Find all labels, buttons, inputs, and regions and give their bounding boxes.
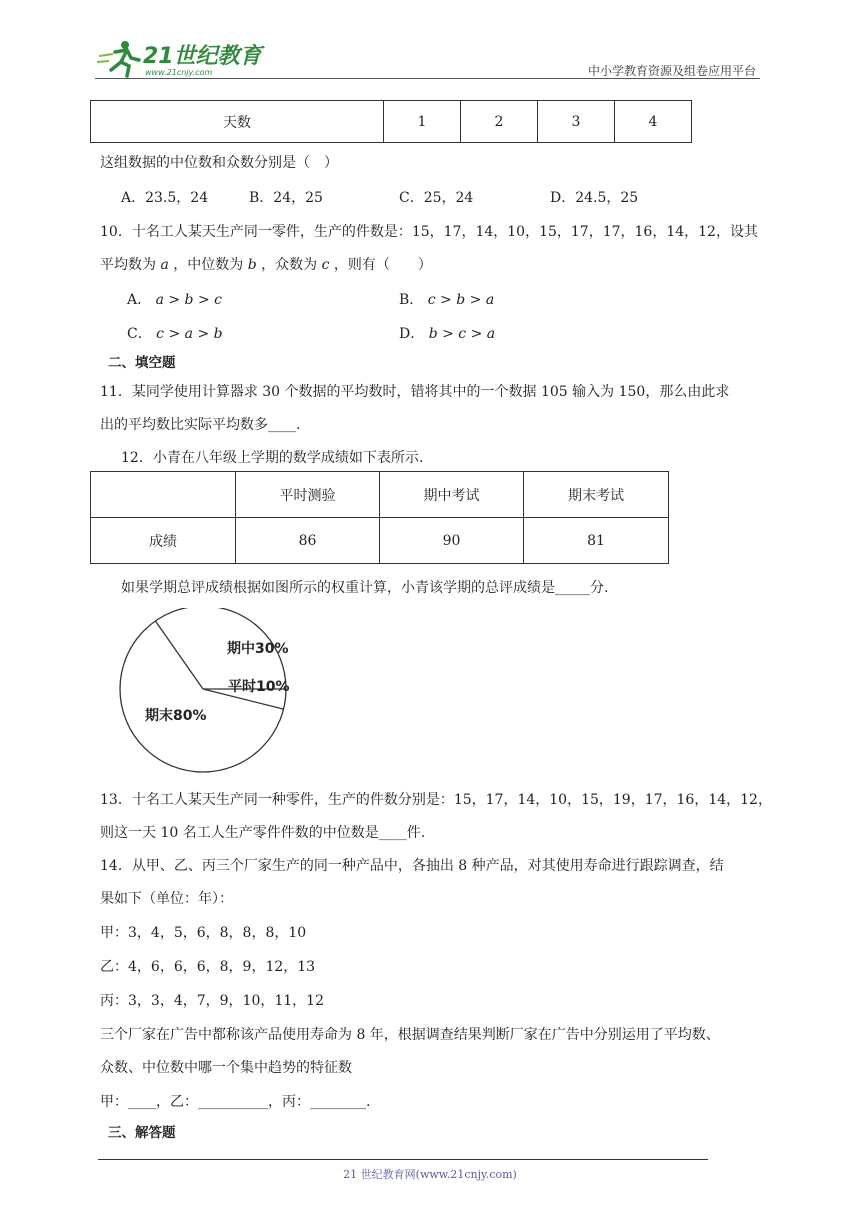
q14-line7: 众数、中位数中哪一个集中趋势的特征数 xyxy=(100,1060,352,1076)
q14-line2: 果如下（单位：年）： xyxy=(100,891,233,907)
weight-pie-chart xyxy=(115,608,300,778)
pie-slice-label: 期中30% xyxy=(227,641,289,657)
header-divider xyxy=(95,78,760,79)
q12-followup: 如果学期总评成绩根据如图所示的权重计算，小青该学期的总评成绩是_____分. xyxy=(121,580,609,596)
table-cell: 天数 xyxy=(91,101,384,143)
table-header-cell: 平时测验 xyxy=(236,472,380,518)
section-heading-fill-blank: 二、填空题 xyxy=(108,355,176,371)
q13-line1: 13．十名工人某天生产同一种零件，生产的件数分别是：15，17，14，10，15，19，17，16，14，12， xyxy=(100,792,772,808)
q14-yi: 乙：4，6，6，6，8，9，12，13 xyxy=(100,959,316,975)
option-expr: a > b > c xyxy=(155,292,222,308)
logo-url: www.21cnjy.com xyxy=(145,68,213,77)
pie-slice-label: 期末80% xyxy=(145,708,207,724)
platform-name: 中小学教育资源及组卷应用平台 xyxy=(587,64,756,78)
option-label: D． xyxy=(399,326,425,342)
q10-text: 平均数为 xyxy=(100,257,156,273)
q9-stem: 这组数据的中位数和众数分别是（ ） xyxy=(100,155,338,171)
table-cell: 1 xyxy=(384,101,461,143)
q14-line6: 三个厂家在广告中都称该产品使用寿命为 8 年，根据调查结果判断厂家在广告中分别运用了平均数、 xyxy=(100,1027,720,1043)
logo-text: 21世纪教育 xyxy=(143,44,262,69)
option-label: C． xyxy=(127,326,152,342)
scores-table xyxy=(90,471,669,564)
site-logo xyxy=(95,36,265,80)
option-expr: c > a > b xyxy=(156,326,223,342)
q14-answer: 甲：____，乙：__________，丙：________. xyxy=(100,1094,371,1110)
table-cell: 4 xyxy=(615,101,692,143)
q9-option-a: A．23.5，24 xyxy=(121,190,209,206)
q10-line1: 10．十名工人某天生产同一零件，生产的件数是：15，17，14，10，15，17，17，16，14，12，设其 xyxy=(100,224,758,240)
q10-option-c xyxy=(127,323,223,343)
q11-line2: 出的平均数比实际平均数多____. xyxy=(100,417,301,433)
footer-divider xyxy=(98,1159,708,1160)
q13-line2: 则这一天 10 名工人生产零件件数的中位数是____件. xyxy=(100,825,426,841)
days-table xyxy=(90,100,692,143)
table-header-cell xyxy=(91,472,236,518)
table-cell: 3 xyxy=(538,101,615,143)
table-row-label: 成绩 xyxy=(91,518,236,564)
q14-bing: 丙：3，3，4，7，9，10，11，12 xyxy=(100,993,324,1009)
q12-stem: 12．小青在八年级上学期的数学成绩如下表所示. xyxy=(121,450,424,466)
var-b: b xyxy=(247,257,257,273)
table-cell: 2 xyxy=(461,101,538,143)
q10-option-d xyxy=(399,323,495,343)
var-a: a xyxy=(160,257,169,273)
q10-option-a xyxy=(127,289,222,309)
runner-icon xyxy=(97,41,139,76)
option-expr: c > b > a xyxy=(427,292,495,308)
table-header-cell: 期中考试 xyxy=(380,472,524,518)
q10-line2 xyxy=(100,254,432,274)
var-c: c xyxy=(321,257,330,273)
pie-slice-label: 平时10% xyxy=(228,679,290,695)
table-cell: 86 xyxy=(236,518,380,564)
footer-text: 21 世纪教育网(www.21cnjy.com) xyxy=(343,1168,517,1181)
q11-line1: 11．某同学使用计算器求 30 个数据的平均数时，错将其中的一个数据 105 输入为 150，那么由此求 xyxy=(100,384,730,400)
q14-line1: 14．从甲、乙、丙三个厂家生产的同一种产品中，各抽出 8 种产品，对其使用寿命进行跟踪调查，结 xyxy=(100,858,724,874)
q9-option-d: D．24.5，25 xyxy=(550,190,639,206)
q10-text: ，众数为 xyxy=(261,257,318,273)
option-expr: b > c > a xyxy=(428,326,496,342)
option-label: B． xyxy=(399,292,424,308)
section-heading-answers: 三、解答题 xyxy=(108,1125,176,1141)
q14-jia: 甲：3，4，5，6，8，8，8，10 xyxy=(100,925,307,941)
q10-text: ，则有（ ） xyxy=(333,257,432,273)
q10-text: ，中位数为 xyxy=(173,257,244,273)
q10-option-b xyxy=(399,289,494,309)
q9-option-b: B．24，25 xyxy=(249,190,323,206)
q9-option-c: C．25，24 xyxy=(399,190,474,206)
option-label: A． xyxy=(127,292,152,308)
table-cell: 90 xyxy=(380,518,524,564)
table-cell: 81 xyxy=(524,518,669,564)
table-header-cell: 期末考试 xyxy=(524,472,669,518)
